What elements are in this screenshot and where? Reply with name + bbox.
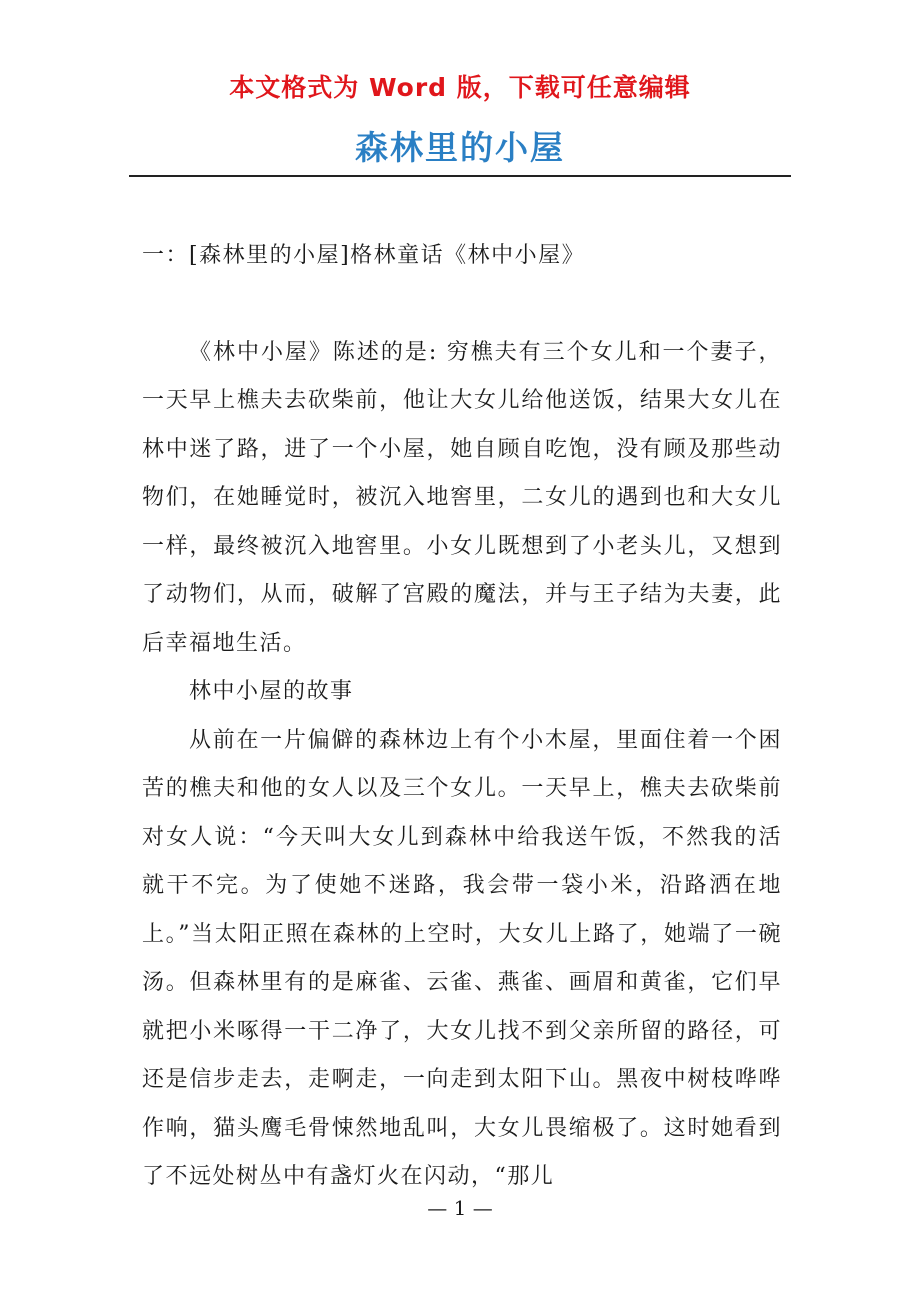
summary-paragraph: 《林中小屋》陈述的是: 穷樵夫有三个女儿和一个妻子，一天早上樵夫去砍柴前，他让大女儿给他送饭，结果大女儿在林中迷了路，进了一个小屋，她自顾自吃饱，没有顾及那些动物们，在她睡觉时，被沉入地窖里，二女儿的遇到也和大女儿一样，最终被沉入地窖里。小女儿既想到了小老头儿，又想到了动物们，从而，破解了宫殿的魔法，并与王子结为夫妻，此后幸福地生活。 (142, 339, 782, 656)
title-divider (129, 175, 791, 177)
section-heading: 一：[森林里的小屋]格林童话《林中小屋》 (142, 243, 586, 268)
story-subheading: 林中小屋的故事 (189, 679, 354, 704)
document-body (142, 232, 782, 1202)
page-number: — 1 — (427, 1196, 493, 1220)
story-paragraph: 从前在一片偏僻的森林边上有个小木屋，里面住着一个困苦的樵夫和他的女人以及三个女儿。一天早上，樵夫去砍柴前对女人说：“今天叫大女儿到森林中给我送午饭，不然我的活就干不完。为了使她不迷路，我会带一袋小米，沿路洒在地上。”当太阳正照在森林的上空时，大女儿上路了，她端了一碗汤。但森林里有的是麻雀、云雀、燕雀、画眉和黄雀，它们早就把小米啄得一干二净了，大女儿找不到父亲所留的路径，可还是信步走去，走啊走，一向走到太阳下山。黑夜中树枝哗哗作响，猫头鹰毛骨悚然地乱叫，大女儿畏缩极了。这时她看到了不远处树丛中有盏灯火在闪动，“那儿 (142, 727, 782, 1189)
document-title: 森林里的小屋 (355, 128, 565, 167)
word-format-banner: 本文格式为 Word 版，下载可任意编辑 (229, 73, 691, 102)
